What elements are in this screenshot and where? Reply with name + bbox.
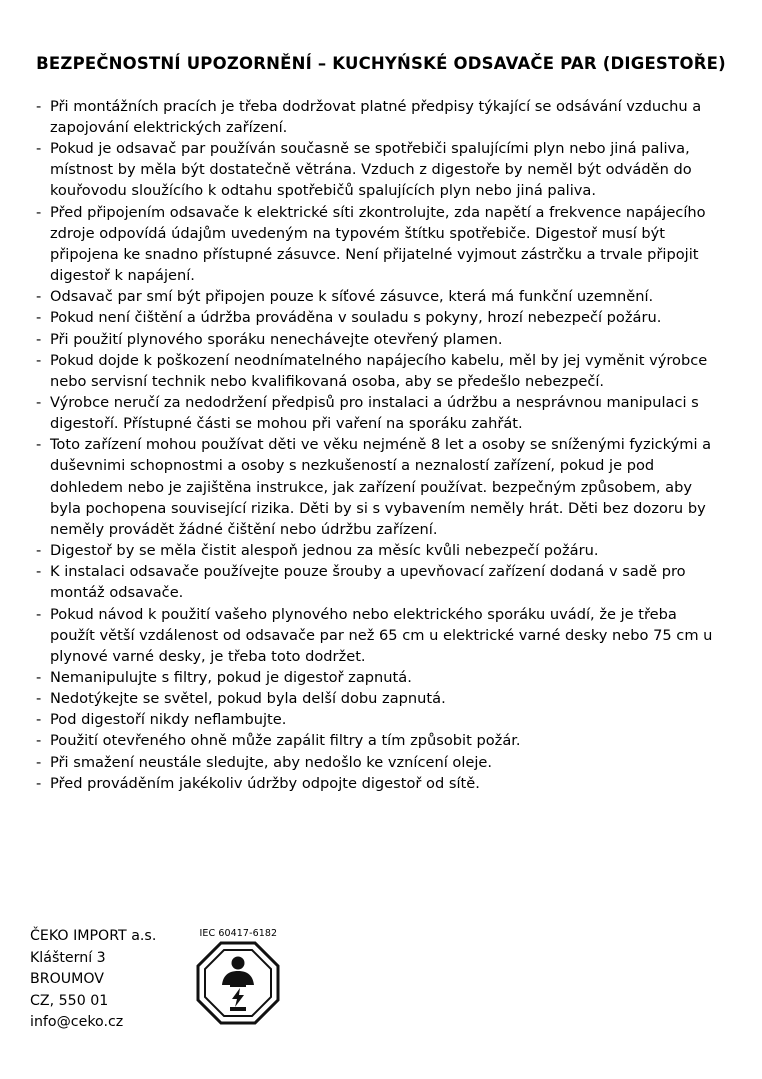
company-address — [30, 926, 156, 1034]
list-item: - K instalaci odsavače používejte pouze šrouby a upevňovací zařízení dodaná v sadě pro montáž odsavače. — [36, 561, 718, 603]
list-item: - Pokud není čištění a údržba prováděna v souladu s pokyny, hrozí nebezpečí požáru. — [36, 307, 718, 328]
list-item: - Nedotýkejte se světel, pokud byla delší dobu zapnutá. — [36, 688, 718, 709]
read-installation-instructions-icon — [178, 941, 298, 1033]
list-item: - Digestoř by se měla čistit alespoň jednou za měsíc kvůli nebezpečí požáru. — [36, 540, 718, 561]
list-item: - Výrobce neručí za nedodržení předpisů pro instalaci a údržbu a nesprávnou manipulaci s digestoří. Přístupné části se mohou při vaření na sporáku zahřát. — [36, 392, 718, 434]
list-item: - Při smažení neustále sledujte, aby nedošlo ke vznícení oleje. — [36, 752, 718, 773]
list-item: - Před připojením odsavače k elektrické síti zkontrolujte, zda napětí a frekvence napájecího zdroje odpovídá údajům uvedeným na typovém štítku spotřebiče. Digestoř musí být připojena ke snadno přístupné zásuvce. Není přijatelné vyjmout zástrčku a trvale připojit digestoř k napájení. — [36, 202, 718, 287]
list-item: - Pod digestoří nikdy neflambujte. — [36, 709, 718, 730]
list-item: - Pokud návod k použití vašeho plynového nebo elektrického sporáku uvádí, že je třeba použít větší vzdálenost od odsavače par než 65 cm u elektrické varné desky nebo 75 cm u plynové varné desky, je třeba toto dodržet. — [36, 604, 718, 667]
page-title: BEZPEČNOSTNÍ UPOZORNĚNÍ – KUCHYŃSKÉ ODSAVAČE PAR (DIGESTOŘE) — [36, 54, 726, 73]
standards-mark — [178, 926, 298, 1033]
company-email: info@ceko.cz — [30, 1014, 124, 1031]
list-item: - Nemanipulujte s filtry, pokud je digestoř zapnutá. — [36, 667, 718, 688]
company-postal: CZ, 550 01 — [30, 992, 109, 1009]
list-item: - Odsavač par smí být připojen pouze k síťové zásuvce, která má funkční uzemnění. — [36, 286, 718, 307]
list-item: - Toto zařízení mohou používat děti ve věku nejméně 8 let a osoby se sníženými fyzickými a duševnimi schopnostmi a osoby s nezkušeností a neznalostí zařízení, pokud je pod dohledem nebo je zajištěna instrukce, jak zařízení používat. bezpečným způsobem, aby byla pochopena související rizika. Děti by si s vybavením neměly hrát. Děti bez dozoru by neměly provádět žádné čištění nebo údržbu zařízení. — [36, 434, 718, 540]
footer — [30, 926, 298, 1034]
safety-warning-list — [30, 96, 732, 794]
company-street: Klášterní 3 — [30, 949, 106, 966]
mark-label: IEC 60417-6182 — [199, 928, 278, 940]
list-item: - Při použití plynového sporáku nenechávejte otevřený plamen. — [36, 329, 718, 350]
company-city: BROUMOV — [30, 971, 105, 988]
list-item: - Před prováděním jakékoliv údržby odpojte digestoř od sítě. — [36, 773, 718, 794]
list-item: - Použití otevřeného ohně může zapálit filtry a tím způsobit požár. — [36, 730, 718, 751]
list-item: - Pokud je odsavač par používán současně se spotřebiči spalujícími plyn nebo jiná paliva, místnost by měla být dostatečně větrána. Vzduch z digestoře by neměl být odváděn do kouřovodu sloužícího k odtahu spotřebičů spalujících plyn nebo jiná paliva. — [36, 138, 718, 201]
list-item: - Pokud dojde k poškození neodnímatelného napájecího kabelu, měl by jej vyměnit výrobce nebo servisní technik nebo kvalifikovaná osoba, aby se předešlo nebezpečí. — [36, 350, 718, 392]
company-name: ČEKO IMPORT a.s. — [30, 928, 157, 945]
list-item: - Při montážních pracích je třeba dodržovat platné předpisy týkající se odsávání vzduchu a zapojování elektrických zařízení. — [36, 96, 718, 138]
